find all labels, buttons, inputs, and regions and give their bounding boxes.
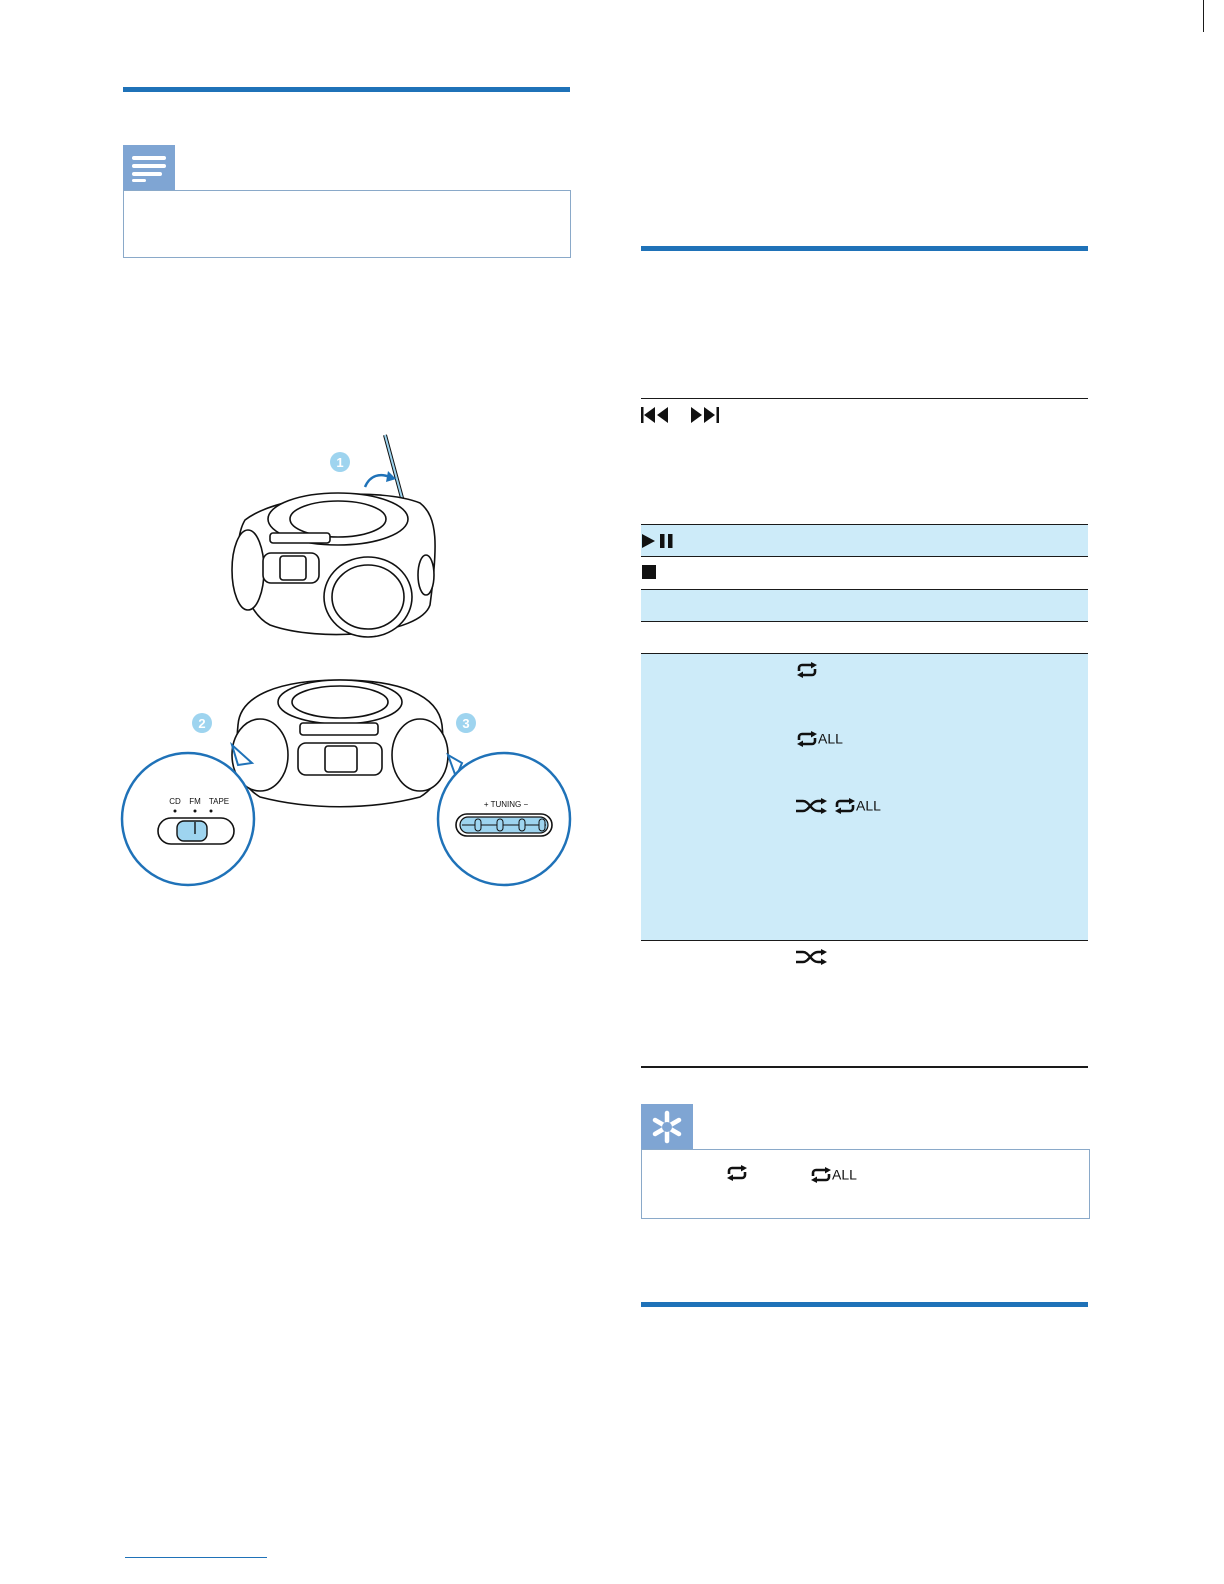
note-icon xyxy=(130,153,168,183)
table-top-border xyxy=(641,398,1088,399)
tip-tab xyxy=(641,1104,693,1150)
tip-repeat-all-icon xyxy=(810,1165,857,1183)
footer-rule xyxy=(125,1557,267,1558)
repeat-icon xyxy=(796,662,818,681)
page-edge-line xyxy=(1203,0,1204,32)
svg-text:1: 1 xyxy=(336,455,344,470)
shuffle-repeat-all-label: ALL xyxy=(856,797,881,814)
svg-text:2: 2 xyxy=(198,716,206,731)
step-3-badge xyxy=(456,713,476,733)
svg-text:TAPE: TAPE xyxy=(208,797,230,806)
step-2-badge xyxy=(192,713,212,733)
stop-icon xyxy=(642,565,658,584)
section-rule-right-bottom xyxy=(641,1302,1088,1307)
step-1-badge xyxy=(330,452,350,472)
note-tab xyxy=(123,145,175,191)
table-row-blank xyxy=(641,590,1088,621)
repeat-all-label: ALL xyxy=(818,730,843,747)
svg-text:FM: FM xyxy=(189,797,201,806)
tip-repeat-all-label: ALL xyxy=(832,1166,857,1183)
svg-text:+ TUNING −: + TUNING − xyxy=(483,800,529,809)
svg-text:CD: CD xyxy=(169,797,181,806)
table-row-border xyxy=(641,556,1088,557)
prev-next-icon xyxy=(641,406,721,427)
repeat-all-icon xyxy=(796,729,843,747)
svg-text:3: 3 xyxy=(462,716,470,731)
section-rule-right-top xyxy=(641,246,1088,251)
shuffle-repeat-all-icon xyxy=(796,796,881,814)
tuning-zoom xyxy=(438,753,570,885)
asterisk-icon xyxy=(650,1110,684,1144)
tip-box xyxy=(641,1149,1090,1219)
table-bottom-border xyxy=(641,1066,1088,1068)
boombox-front-view xyxy=(232,680,448,807)
note-box xyxy=(123,190,571,258)
table-row-border xyxy=(641,940,1088,941)
tip-repeat-icon xyxy=(726,1165,748,1184)
section-rule-left xyxy=(123,87,570,92)
shuffle-icon xyxy=(796,949,828,968)
boombox-illustration xyxy=(120,425,572,890)
play-pause-icon xyxy=(642,533,678,552)
table-row-border xyxy=(641,621,1088,622)
table-row-play-pause xyxy=(641,525,1088,556)
